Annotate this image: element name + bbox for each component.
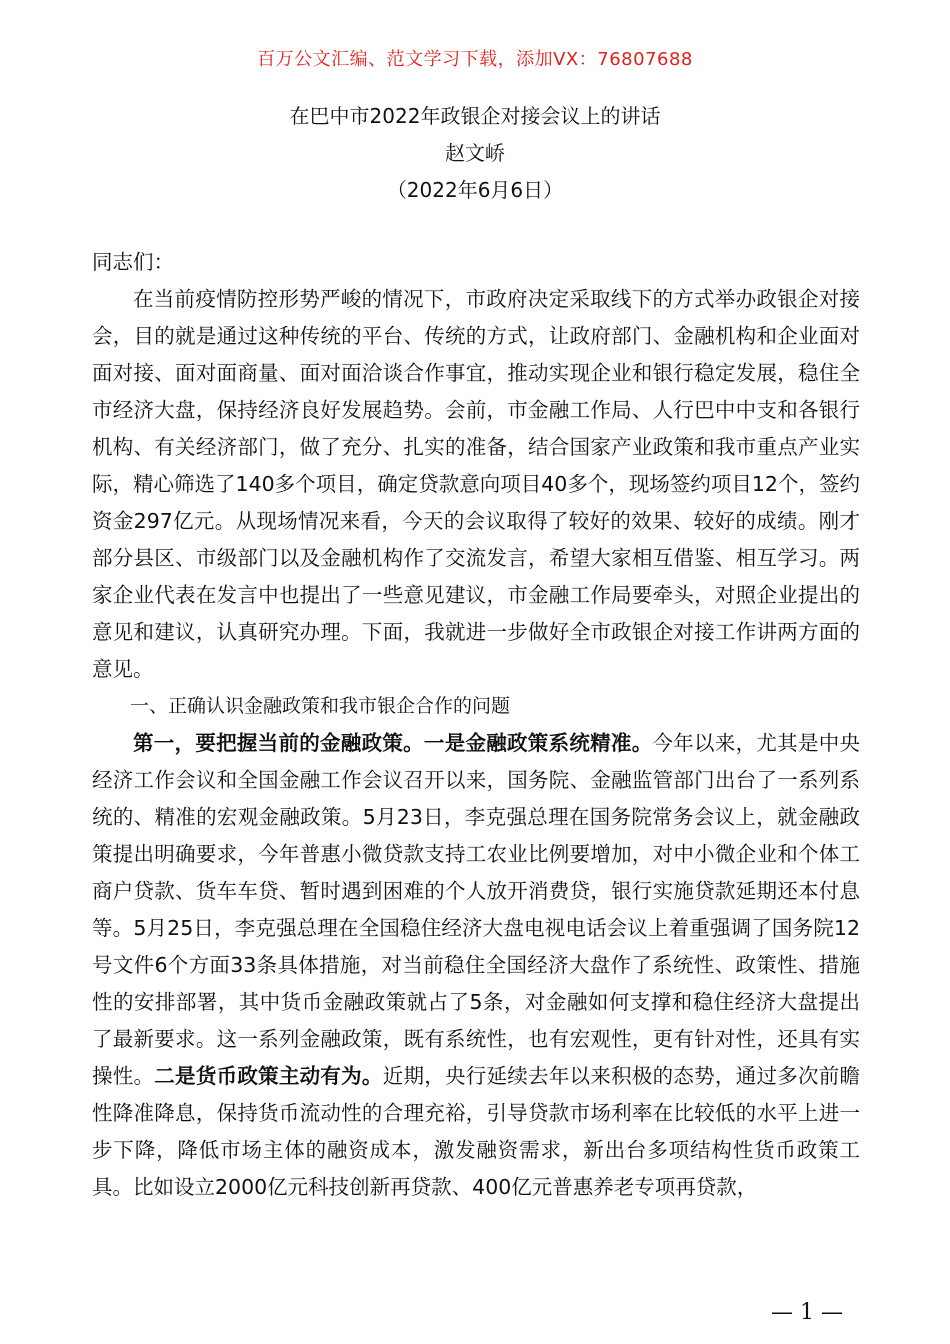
salutation: 同志们： [92, 250, 174, 274]
paragraph-lead-bold-2: 二是货币政策主动有为。 [154, 1064, 383, 1088]
document-body [92, 244, 860, 1206]
paragraph-lead-bold: 第一，要把握当前的金融政策。一是金融政策系统精准。 [133, 731, 653, 755]
page-number: — 1 — [771, 1300, 843, 1325]
paragraph-policy [92, 725, 860, 1206]
watermark-banner: 百万公文汇编、范文学习下载，添加VX：76807688 [257, 49, 693, 70]
paragraph-text: 今年以来，尤其是中央经济工作会议和全国金融工作会议召开以来，国务院、金融监管部门出台了一系列系统的、精准的宏观金融政策。5月23日，李克强总理在国务院常务会议上，就金融政策提出明确要求，今年普惠小微贷款支持工农业比例要增加，对中小微企业和个体工商户贷款、货车车贷、暂时遇到困难的个人放开消费贷，银行实施贷款延期还本付息等。5月25日，李克强总理在全国稳住经济大盘电视电话会议上着重强调了国务院12号文件6个方面33条具体措施，对当前稳住全国经济大盘作了系统性、政策性、措施性的安排部署，其中货币金融政策就占了5条，对金融如何支撑和稳住经济大盘提出了最新要求。这一系列金融政策，既有系统性，也有宏观性，更有针对性，还具有实操性。 [92, 731, 860, 1088]
document-header [0, 98, 950, 209]
document-date: （2022年6月6日） [386, 178, 564, 202]
document-title: 在巴中市2022年政银企对接会议上的讲话 [289, 104, 661, 128]
section-heading-1: 一、正确认识金融政策和我市银企合作的问题 [130, 695, 511, 717]
paragraph-intro: 在当前疫情防控形势严峻的情况下，市政府决定采取线下的方式举办政银企对接会，目的就是通过这种传统的平台、传统的方式，让政府部门、金融机构和企业面对面对接、面对面商量、面对面洽谈合作事宜，推动实现企业和银行稳定发展，稳住全市经济大盘，保持经济良好发展趋势。会前，市金融工作局、人行巴中中支和各银行机构、有关经济部门，做了充分、扎实的准备，结合国家产业政策和我市重点产业实际，精心筛选了140多个项目，确定贷款意向项目40多个，现场签约项目12个，签约资金297亿元。从现场情况来看，今天的会议取得了较好的效果、较好的成绩。刚才部分县区、市级部门以及金融机构作了交流发言，希望大家相互借鉴、相互学习。两家企业代表在发言中也提出了一些意见建议，市金融工作局要牵头，对照企业提出的意见和建议，认真研究办理。下面，我就进一步做好全市政银企对接工作讲两方面的意见。 [92, 287, 860, 681]
document-author: 赵文峤 [445, 141, 505, 165]
paragraph-text-2: 近期，央行延续去年以来积极的态势，通过多次前瞻性降准降息，保持货币流动性的合理充裕，引导贷款市场利率在比较低的水平上进一步下降，降低市场主体的融资成本，激发融资需求，新出台多项结构性货币政策工具。比如设立2000亿元科技创新再贷款、400亿元普惠养老专项再贷款， [92, 1064, 861, 1199]
